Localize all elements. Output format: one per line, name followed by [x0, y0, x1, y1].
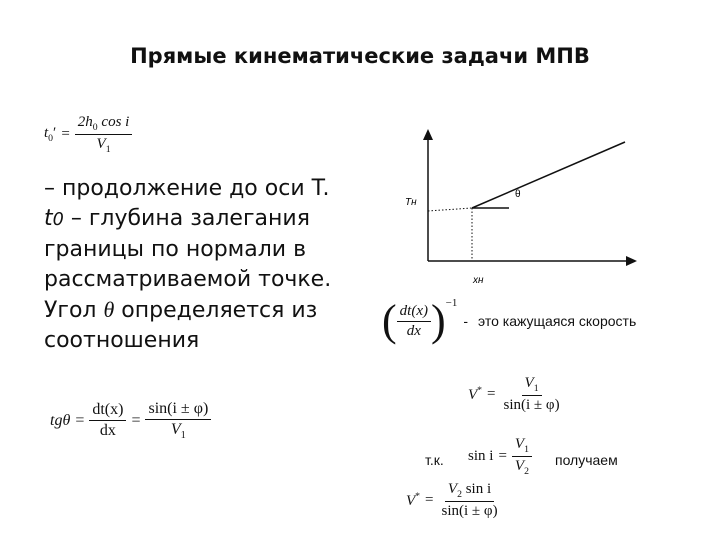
equals-sign: =: [498, 448, 507, 464]
formula-tg-theta: [50, 400, 211, 441]
vstar-1-fraction: $\frac{V_1}{\sin(i \pm \varphi)}$: [503, 375, 560, 413]
vstar-2-fraction: $\frac{V_2 \sin i}{\sin(i \pm \varphi)}$: [441, 481, 498, 519]
equals-sign: =: [131, 411, 141, 429]
formula-t0-fraction: $\frac{2h_0 \cos i}{V_1}$: [75, 114, 133, 155]
formula-t0-lhs: $t_0'$: [44, 125, 57, 144]
explanation-text: [44, 174, 374, 356]
hodograph-line: [472, 142, 625, 208]
formula-t0: [44, 114, 132, 155]
text-line-5: Угол θ определяется из: [44, 297, 318, 323]
formula-vstar-1: V* = $\frac{V_1}{\sin(i \pm \varphi)}$: [468, 375, 563, 414]
formula-vstar-2: V* = $\frac{V_2 \sin i}{\sin(i \pm \varphi)}$: [406, 481, 501, 520]
apparent-fraction: $\frac{dt(x)}{dx}$: [397, 303, 431, 340]
graph-label-x: хн: [473, 275, 484, 286]
formula-sin-i: sin i = $\frac{V_1}{V_2}$: [468, 436, 532, 477]
traveltime-graph: [395, 125, 645, 290]
apparent-velocity: [382, 296, 637, 345]
extension-dotted: [428, 208, 472, 211]
apparent-velocity-note: это кажущаяся скорость: [478, 313, 637, 329]
sin-i-fraction: $\frac{V_1}{V_2}$: [512, 436, 532, 477]
formula-tg-lhs: tgθ: [50, 411, 71, 429]
text-line-2: t0 – глубина залегания: [44, 206, 310, 231]
graph-label-theta: θ: [515, 189, 521, 200]
equals-sign: =: [425, 492, 434, 508]
result-word: получаем: [555, 452, 618, 468]
sine-fraction: $\frac{\sin(i \pm \varphi)}{V_1}$: [145, 400, 211, 441]
equals-sign: =: [75, 411, 85, 429]
left-paren: (: [382, 296, 397, 345]
equals-sign: =: [487, 386, 496, 402]
text-line-6: соотношения: [44, 328, 200, 353]
dash: -: [463, 313, 469, 329]
y-axis-arrow-icon: [423, 129, 433, 140]
graph-label-t: Тн: [405, 197, 417, 208]
power: −1: [445, 297, 458, 309]
page-title: Прямые кинематические задачи МПВ: [130, 44, 590, 68]
text-line-4: рассматриваемой точке.: [44, 267, 332, 292]
derivative-fraction: $\frac{dt(x)}{dx}$: [89, 401, 126, 440]
text-line-1: – продолжение до оси T.: [44, 176, 330, 201]
tk-label: т.к.: [425, 452, 444, 468]
x-axis-arrow-icon: [626, 256, 637, 266]
text-line-3: границы по нормали в: [44, 237, 307, 262]
right-paren: ): [430, 296, 446, 345]
equals-sign: =: [61, 126, 70, 142]
